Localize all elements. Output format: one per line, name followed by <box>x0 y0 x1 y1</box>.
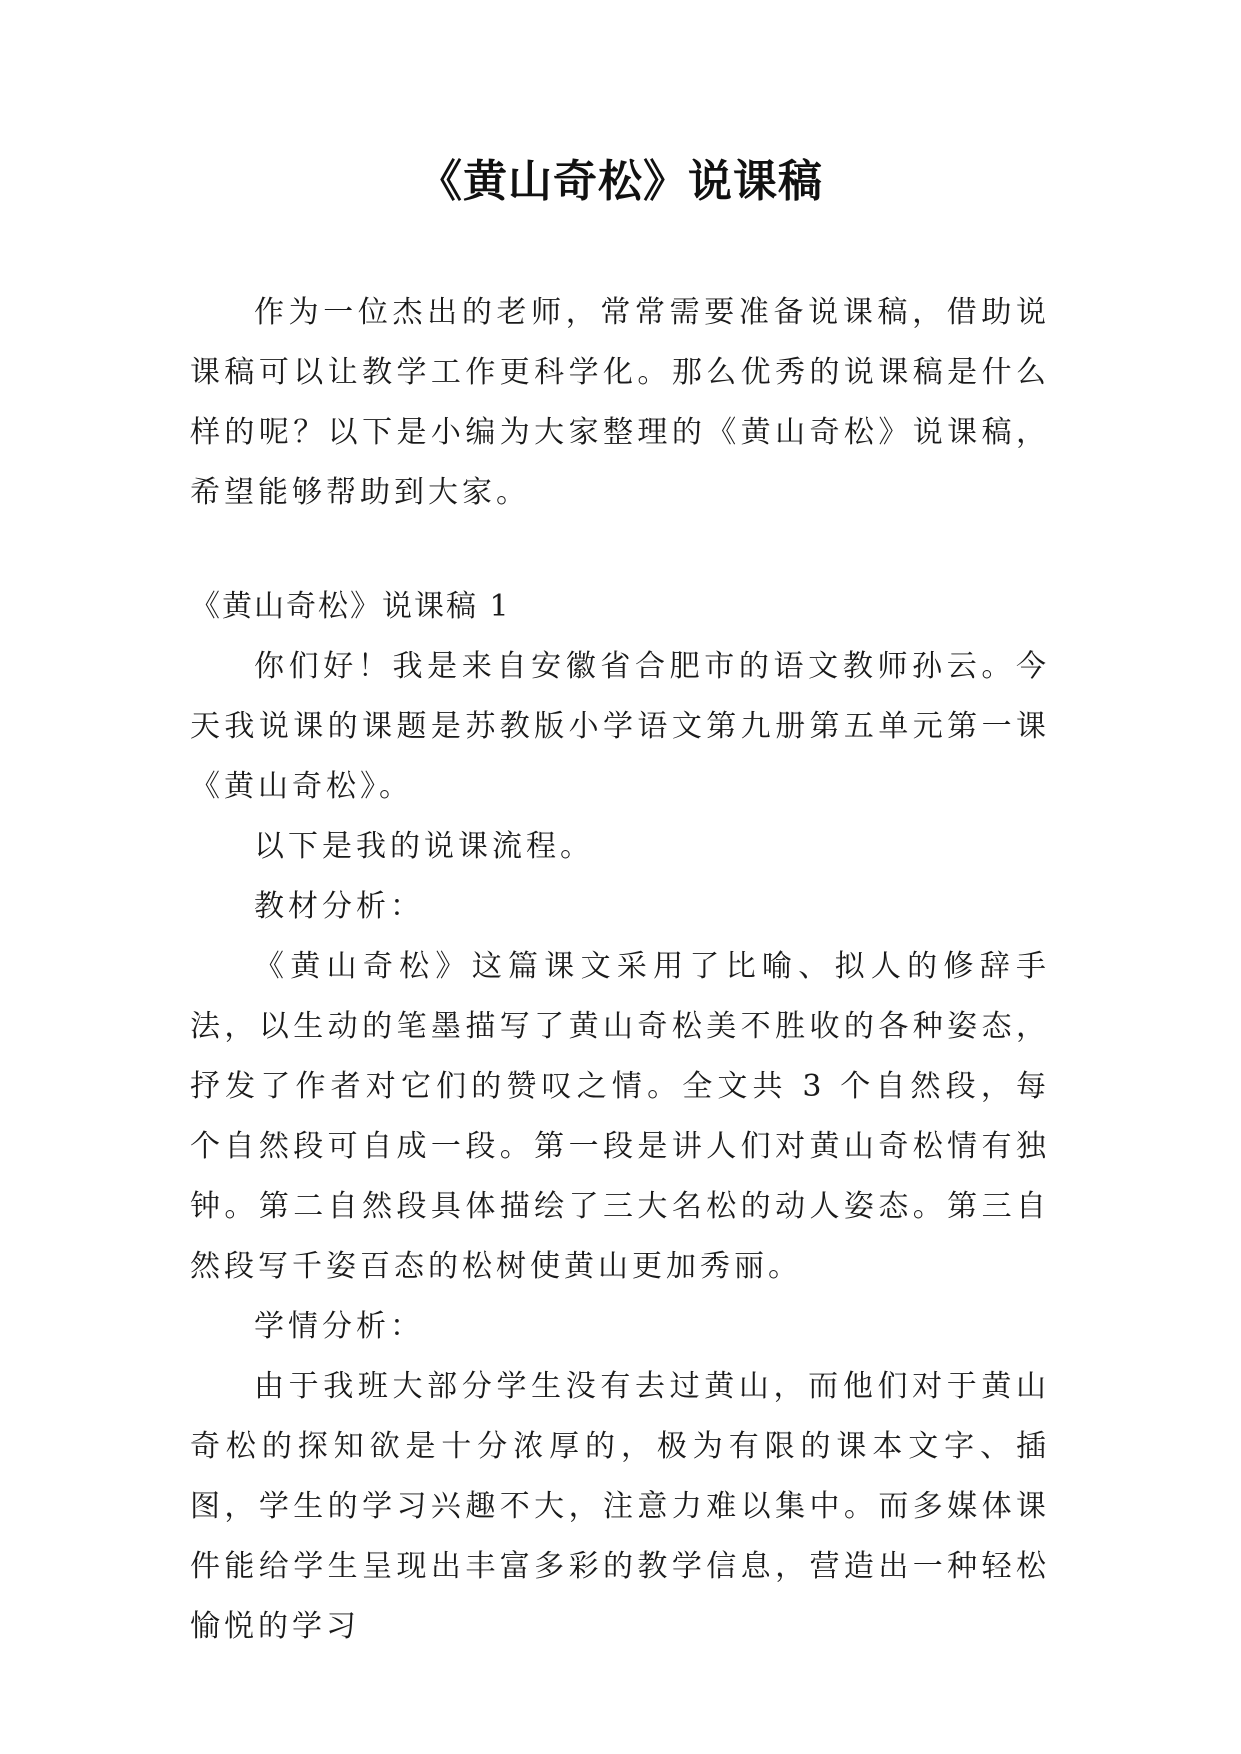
section-heading: 《黄山奇松》说课稿 1 <box>190 589 511 624</box>
intro-block <box>190 283 1050 523</box>
paragraph-student-analysis-heading: 学情分析： <box>254 1309 424 1344</box>
paragraph-process: 以下是我的说课流程。 <box>254 829 594 864</box>
intro-paragraph: 作为一位杰出的老师，常常需要准备说课稿，借助说课稿可以让教学工作更科学化。那么优秀的说课稿是什么样的呢？以下是小编为大家整理的《黄山奇松》说课稿，希望能够帮助到大家。 <box>190 295 1050 510</box>
paragraph-greeting: 你们好！我是来自安徽省合肥市的语文教师孙云。今天我说课的课题是苏教版小学语文第九册第五单元第一课《黄山奇松》。 <box>190 649 1050 804</box>
paragraph-textbook-analysis: 《黄山奇松》这篇课文采用了比喻、拟人的修辞手法，以生动的笔墨描写了黄山奇松美不胜收的各种姿态，抒发了作者对它们的赞叹之情。全文共 3 个自然段，每个自然段可自成一段。第一段是讲人们对黄山奇松情有独钟。第二自然段具体描绘了三大名松的动人姿态。第三自然段写千姿百态的松树使黄山更加秀丽。 <box>190 949 1050 1284</box>
paragraph-student-analysis: 由于我班大部分学生没有去过黄山，而他们对于黄山奇松的探知欲是十分浓厚的，极为有限的课本文字、插图，学生的学习兴趣不大，注意力难以集中。而多媒体课件能给学生呈现出丰富多彩的教学信息，营造出一种轻松愉悦的学习 <box>190 1369 1050 1644</box>
document-title: 《黄山奇松》说课稿 <box>418 156 823 207</box>
paragraph-textbook-analysis-heading: 教材分析： <box>254 889 424 924</box>
section-block <box>190 577 1050 1657</box>
